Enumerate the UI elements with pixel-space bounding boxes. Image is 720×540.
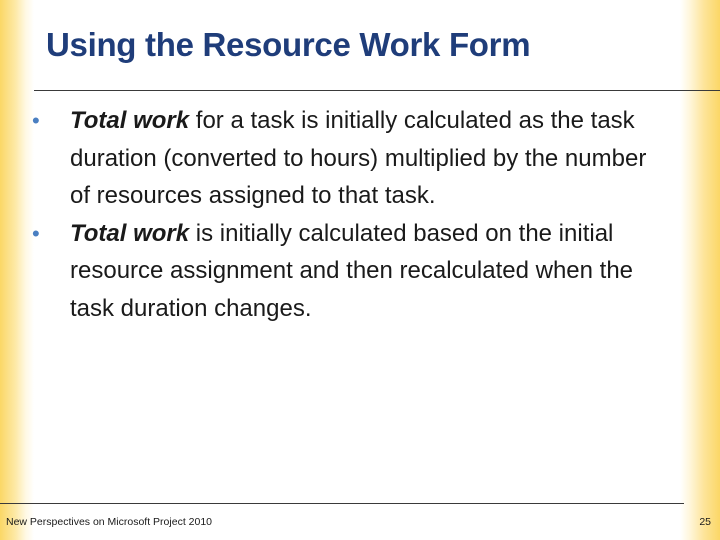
- slide-title: Using the Resource Work Form: [46, 26, 531, 63]
- bullet-item: [30, 102, 670, 215]
- bullet-text: for a task is initially calculated as the task duration (converted to hours) multiplied by the number of resources assigned to that task.: [70, 107, 647, 209]
- bullet-icon: •: [32, 220, 40, 246]
- page-number: 25: [699, 516, 711, 528]
- title-divider: [34, 90, 720, 91]
- bullet-list: [30, 102, 670, 327]
- footer-divider: [0, 503, 684, 504]
- bullet-term: Total work: [70, 219, 190, 247]
- bullet-item: [30, 215, 670, 328]
- bullet-text: is initially calculated based on the initial resource assignment and then recalculated when the task duration changes.: [70, 219, 634, 322]
- right-decorative-stripe: [680, 0, 720, 540]
- footer-text: New Perspectives on Microsoft Project 2010: [6, 516, 213, 528]
- bullet-icon: •: [32, 108, 40, 133]
- left-decorative-stripe: [0, 0, 34, 540]
- bullet-term: Total work: [70, 107, 190, 134]
